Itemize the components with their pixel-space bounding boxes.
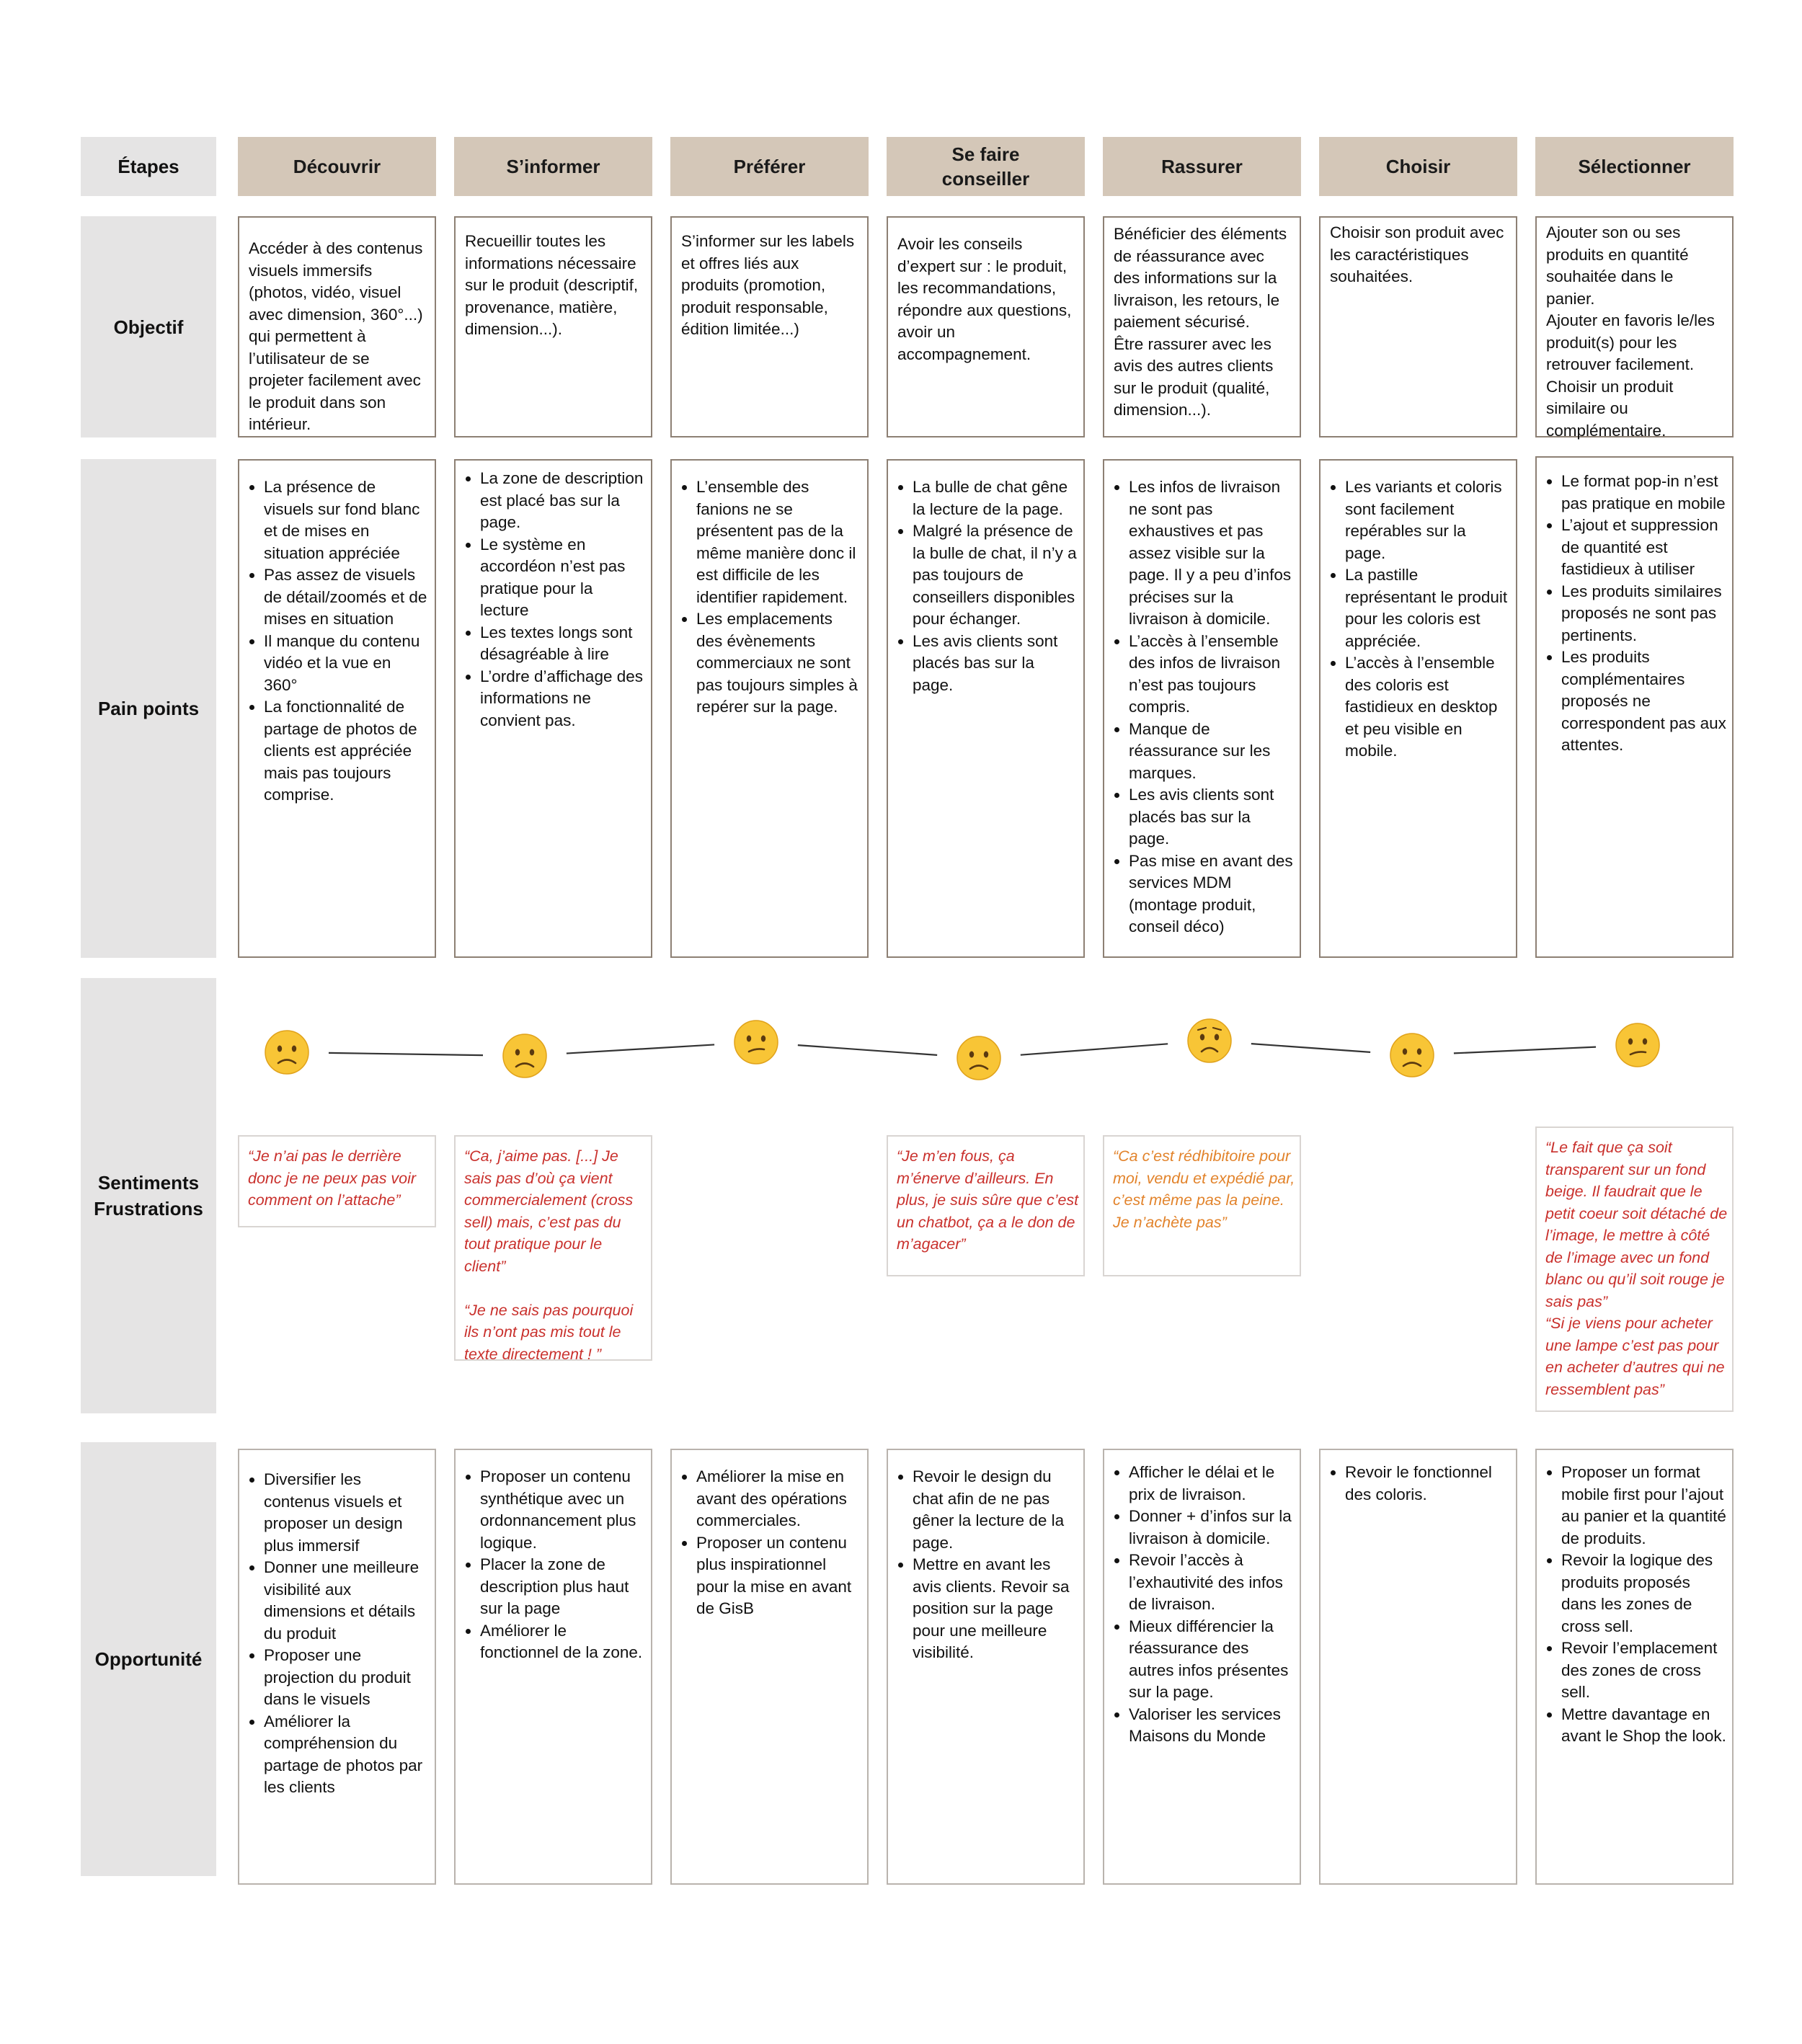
stage-header bbox=[1319, 137, 1517, 196]
pain-point-item: • Pas mise en avant des services MDM (montage produit, conseil déco) bbox=[1129, 850, 1294, 938]
pain-point-item: • Les variants et coloris sont facilement repérables sur la page. bbox=[1345, 476, 1510, 564]
row-label-sentiments: Sentiments Frustrations bbox=[81, 978, 216, 1413]
pain-point-item: • Manque de réassurance sur les marques. bbox=[1129, 719, 1294, 785]
pain-points-list bbox=[672, 476, 861, 719]
objectif-box bbox=[1535, 216, 1734, 440]
objectif-text: Avoir les conseils d’expert sur : le produit, les recommandations, répondre aux questions, avoir un accompagnement. bbox=[897, 235, 1072, 363]
pain-point-item: • La présence de visuels sur fond blanc et de mises en situation appréciée bbox=[264, 476, 429, 564]
opportunite-item: • Proposer un contenu plus inspirationnel pour la mise en avant de GisB bbox=[696, 1532, 861, 1620]
objectif-text: Recueillir toutes les informations nécessaire sur le produit (descriptif, provenance, matière, dimension...). bbox=[465, 232, 639, 338]
stage-header bbox=[454, 137, 652, 196]
pain-point-item: • Pas assez de visuels de détail/zoomés et de mises en situation bbox=[264, 564, 429, 631]
opportunite-item: • Mettre en avant les avis clients. Revoir sa position sur la page pour une meilleure visibilité. bbox=[913, 1554, 1078, 1664]
pain-points-box bbox=[238, 459, 436, 958]
opportunite-item: • Revoir l’emplacement des zones de cross sell. bbox=[1561, 1638, 1726, 1704]
user-quote-text: “Ca, j’aime pas. [...] Je sais pas d’où ça vient commercialement (cross sell) mais, c’est pas du tout pratique pour le client” “Je ne sais pas pourquoi ils n’ont pas mis tout le texte directement ! ” bbox=[464, 1147, 634, 1363]
opportunite-item: • Revoir le fonctionnel des coloris. bbox=[1345, 1462, 1510, 1506]
opportunite-item: • Revoir la logique des produits proposés dans les zones de cross sell. bbox=[1561, 1550, 1726, 1638]
worried-face-icon bbox=[1188, 1019, 1231, 1062]
user-quote bbox=[1535, 1127, 1734, 1412]
user-quote-text: “Ca c’est rédhibitoire pour moi, vendu et expédié par, c’est même pas la peine. Je n’achète pas” bbox=[1113, 1147, 1295, 1231]
stage-header bbox=[670, 137, 869, 196]
pain-point-item: • Les avis clients sont placés bas sur la page. bbox=[913, 631, 1078, 697]
pain-point-item: • Il manque du contenu vidéo et la vue en 360° bbox=[264, 631, 429, 697]
opportunites-list bbox=[1537, 1462, 1726, 1748]
sentiment-curve-segment bbox=[329, 1053, 483, 1055]
opportunites-list bbox=[888, 1466, 1078, 1664]
opportunites-list bbox=[239, 1469, 429, 1799]
stage-header bbox=[1103, 137, 1301, 196]
pain-point-item: • L’accès à l’ensemble des infos de livraison n’est pas toujours compris. bbox=[1129, 631, 1294, 719]
sentiment-curve-segment bbox=[798, 1045, 937, 1055]
objectif-box bbox=[454, 216, 652, 437]
pain-points-box bbox=[1535, 456, 1734, 958]
user-quote-text: “Le fait que ça soit transparent sur un fond beige. Il faudrait que le petit coeur soit détaché de l’image, le mettre à côté de l’image avec un fond blanc ou qu’il soit rouge je sais pas” “Si je viens pour acheter une lampe c’est pas pour en acheter d’autres qui ne ressemblent pas” bbox=[1545, 1139, 1728, 1398]
row-label-objectif: Objectif bbox=[81, 216, 216, 437]
opportunite-item: • Mettre davantage en avant le Shop the look. bbox=[1561, 1704, 1726, 1748]
pain-points-box bbox=[1103, 459, 1301, 958]
user-quote-text: “Je n’ai pas le derrière donc je ne peux pas voir comment on l’attache” bbox=[248, 1147, 417, 1209]
pain-point-item: • La pastille représentant le produit pour les coloris est appréciée. bbox=[1345, 564, 1510, 652]
pain-point-item: • Les infos de livraison ne sont pas exhaustives et pas assez visible sur la page. Il y a peu d’infos précises sur la livraison à domicile. bbox=[1129, 476, 1294, 631]
pain-point-item: • Le système en accordéon n’est pas pratique pour la lecture bbox=[480, 534, 645, 622]
pain-points-box bbox=[887, 459, 1085, 958]
pain-point-item: • Malgré la présence de la bulle de chat, il n’y a pas toujours de conseillers disponibles pour échanger. bbox=[913, 520, 1078, 631]
opportunite-box bbox=[1535, 1449, 1734, 1885]
pain-points-box bbox=[670, 459, 869, 958]
sentiment-curve-segment bbox=[1251, 1044, 1370, 1052]
pain-points-list bbox=[888, 476, 1078, 696]
pain-points-list bbox=[456, 468, 645, 732]
stage-title: Choisir bbox=[1385, 156, 1451, 177]
opportunite-item: • Améliorer la mise en avant des opérations commerciales. bbox=[696, 1466, 861, 1532]
opportunite-item: • Donner une meilleure visibilité aux dimensions et détails du produit bbox=[264, 1557, 429, 1645]
opportunite-item: • Donner + d’infos sur la livraison à domicile. bbox=[1129, 1506, 1294, 1550]
pain-point-item: • La zone de description est placé bas sur la page. bbox=[480, 468, 645, 534]
opportunite-box bbox=[887, 1449, 1085, 1885]
pain-point-item: • Le format pop-in n’est pas pratique en mobile bbox=[1561, 471, 1726, 515]
opportunites-list bbox=[672, 1466, 861, 1620]
pain-point-item: • L’ajout et suppression de quantité est fastidieux à utiliser bbox=[1561, 515, 1726, 581]
stage-title: S’informer bbox=[506, 156, 600, 177]
stage-title: Préférer bbox=[733, 156, 806, 177]
pain-point-item: • Les produits similaires proposés ne sont pas pertinents. bbox=[1561, 581, 1726, 647]
pain-points-list bbox=[239, 476, 429, 807]
stage-header bbox=[1535, 137, 1734, 196]
row-label-opportunite: Opportunité bbox=[81, 1442, 216, 1876]
sad-face-icon bbox=[957, 1036, 1000, 1080]
objectif-text: Bénéficier des éléments de réassurance avec des informations sur la livraison, les retours, le paiement sécurisé. Être rassurer avec les avis des autres clients sur le produit (qualité, dimension...). bbox=[1114, 225, 1287, 419]
stage-title: Rassurer bbox=[1161, 156, 1243, 177]
opportunite-box bbox=[1319, 1449, 1517, 1885]
stage-header bbox=[887, 137, 1085, 196]
objectif-box bbox=[887, 216, 1085, 437]
opportunite-box bbox=[1103, 1449, 1301, 1885]
objectif-box bbox=[1103, 216, 1301, 437]
opportunite-item: • Revoir l’accès à l’exhautivité des infos de livraison. bbox=[1129, 1550, 1294, 1616]
opportunite-item: • Placer la zone de description plus haut sur la page bbox=[480, 1554, 645, 1620]
opportunite-item: • Proposer une projection du produit dans le visuels bbox=[264, 1645, 429, 1711]
pain-point-item: • L’accès à l’ensemble des coloris est fastidieux en desktop et peu visible en mobile. bbox=[1345, 652, 1510, 763]
objectif-box bbox=[1319, 216, 1517, 437]
opportunite-item: • Améliorer le fonctionnel de la zone. bbox=[480, 1620, 645, 1664]
opportunite-item: • Mieux différencier la réassurance des autres infos présentes sur la page. bbox=[1129, 1616, 1294, 1704]
sentiment-curve-segment bbox=[1021, 1044, 1168, 1054]
opportunite-box bbox=[670, 1449, 869, 1885]
objectif-text: Choisir son produit avec les caractéristiques souhaitées. bbox=[1330, 223, 1504, 285]
objectif-text: Ajouter son ou ses produits en quantité souhaitée dans le panier. Ajouter en favoris le/les produit(s) pour les retrouver facilement. Choisir un produit similaire ou complémentaire. bbox=[1546, 223, 1715, 440]
sad-face-icon bbox=[265, 1031, 309, 1074]
objectif-text: Accéder à des contenus visuels immersifs (photos, vidéo, visuel avec dimension, 360°...) qui permettent à l’utilisateur de se projeter facilement avec le produit dans son intérieur. bbox=[249, 239, 423, 433]
pain-points-list bbox=[1321, 476, 1510, 763]
objectif-box bbox=[670, 216, 869, 437]
opportunite-box bbox=[454, 1449, 652, 1885]
opportunite-item: • Revoir le design du chat afin de ne pas gêner la lecture de la page. bbox=[913, 1466, 1078, 1554]
pain-point-item: • Les textes longs sont désagréable à lire bbox=[480, 622, 645, 666]
stage-header bbox=[238, 137, 436, 196]
opportunite-box bbox=[238, 1449, 436, 1885]
pain-point-item: • La fonctionnalité de partage de photos de clients est appréciée mais pas toujours comprise. bbox=[264, 696, 429, 807]
objectif-text: S’informer sur les labels et offres liés aux produits (promotion, produit responsable, édition limitée...) bbox=[681, 232, 855, 338]
sad-face-icon bbox=[503, 1034, 546, 1077]
pain-point-item: • Les emplacements des évènements commerciaux ne sont pas toujours simples à repérer sur la page. bbox=[696, 608, 861, 719]
pain-points-list bbox=[1537, 471, 1726, 757]
user-quote-text: “Je m’en fous, ça m’énerve d’ailleurs. En plus, je suis sûre que c’est un chatbot, ça a le don de m’agacer” bbox=[897, 1147, 1079, 1253]
opportunites-list bbox=[1104, 1462, 1294, 1748]
pain-points-list bbox=[1104, 476, 1294, 938]
pain-point-item: • La bulle de chat gêne la lecture de la page. bbox=[913, 476, 1078, 520]
pain-points-box bbox=[1319, 459, 1517, 958]
user-quote bbox=[238, 1135, 436, 1227]
row-label-pain-points: Pain points bbox=[81, 459, 216, 958]
opportunite-item: • Proposer un contenu synthétique avec un ordonnancement plus logique. bbox=[480, 1466, 645, 1554]
opportunite-item: • Diversifier les contenus visuels et proposer un design plus immersif bbox=[264, 1469, 429, 1557]
user-quote bbox=[887, 1135, 1085, 1276]
pain-point-item: • Les produits complémentaires proposés ne correspondent pas aux attentes. bbox=[1561, 646, 1726, 757]
sad-face-icon bbox=[1390, 1034, 1434, 1077]
stage-title: Se faire conseiller bbox=[941, 143, 1030, 190]
user-quote bbox=[1103, 1135, 1301, 1276]
opportunite-item: • Proposer un format mobile first pour l’ajout au panier et la quantité de produits. bbox=[1561, 1462, 1726, 1550]
opportunites-list bbox=[1321, 1462, 1510, 1506]
pain-point-item: • L’ordre d’affichage des informations ne convient pas. bbox=[480, 666, 645, 732]
pain-points-box bbox=[454, 459, 652, 958]
opportunite-item: • Valoriser les services Maisons du Monde bbox=[1129, 1704, 1294, 1748]
sentiment-curve-segment bbox=[1454, 1047, 1596, 1054]
pain-point-item: • Les avis clients sont placés bas sur la page. bbox=[1129, 784, 1294, 850]
confused-face-icon bbox=[1616, 1023, 1659, 1067]
opportunite-item: • Afficher le délai et le prix de livraison. bbox=[1129, 1462, 1294, 1506]
opportunites-list bbox=[456, 1466, 645, 1664]
pain-point-item: • L’ensemble des fanions ne se présentent pas de la même manière donc il est difficile de les identifier rapidement. bbox=[696, 476, 861, 608]
user-quote bbox=[454, 1135, 652, 1361]
stage-title: Sélectionner bbox=[1578, 156, 1691, 177]
row-label-etapes: Étapes bbox=[81, 137, 216, 196]
sentiment-curve-segment bbox=[567, 1044, 714, 1053]
confused-face-icon bbox=[734, 1021, 778, 1064]
opportunite-item: • Améliorer la compréhension du partage de photos par les clients bbox=[264, 1711, 429, 1799]
objectif-box bbox=[238, 216, 436, 437]
stage-title: Découvrir bbox=[293, 156, 381, 177]
